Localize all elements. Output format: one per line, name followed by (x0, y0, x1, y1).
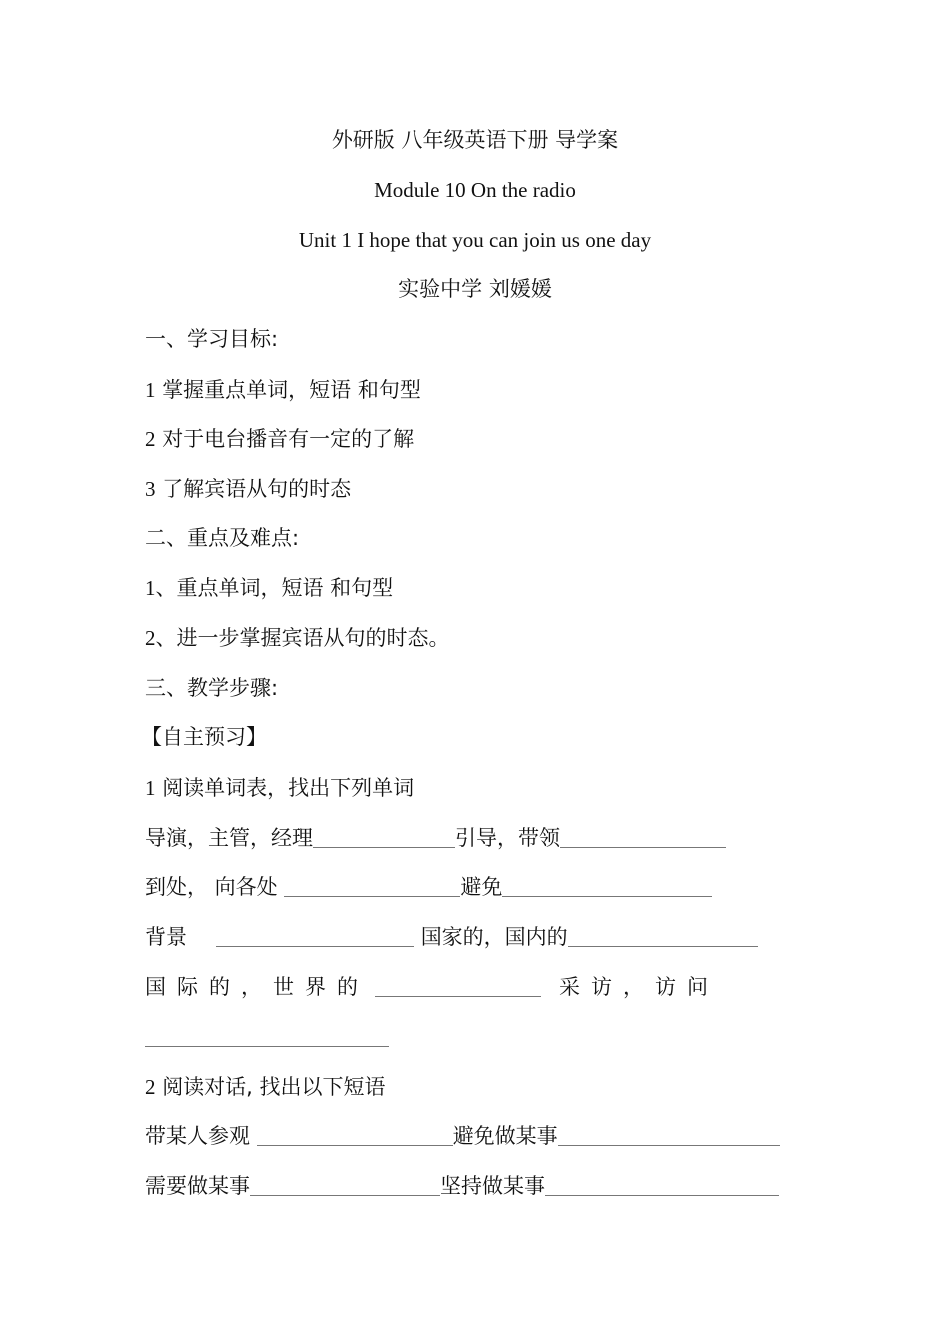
answer-blank[interactable] (250, 1175, 440, 1196)
key-point-text: 、进一步掌握宾语从句的时态。 (155, 626, 450, 650)
vocab-row-3 (145, 924, 758, 950)
answer-blank[interactable] (145, 1026, 389, 1047)
self-study-heading: 【自主预习】 (141, 725, 267, 749)
key-point-number: 2 (145, 626, 156, 650)
objective-item (145, 426, 414, 452)
vocab-prompt: 国际的，世界的 (145, 975, 369, 999)
task-number: 2 (145, 1075, 156, 1099)
steps-heading: 三、教学步骤: (145, 676, 279, 700)
unit-title: Unit 1 I hope that you can join us one day (298, 228, 652, 252)
answer-blank[interactable] (313, 827, 455, 848)
answer-blank[interactable] (545, 1175, 779, 1196)
key-point-number: 1 (145, 576, 156, 600)
phrase-prompt: 坚持做某事 (440, 1174, 545, 1198)
phrase-prompt: 带某人参观 (145, 1124, 250, 1148)
task-number: 1 (145, 776, 156, 800)
task-1-instruction (145, 775, 414, 801)
objective-text: 了解宾语从句的时态 (162, 477, 352, 501)
document-title: 外研版 八年级英语下册 导学案 (331, 128, 619, 152)
phrase-row-2 (145, 1173, 779, 1199)
vocab-row-4 (145, 974, 719, 1000)
objective-text: 掌握重点单词，短语 和句型 (162, 378, 421, 402)
objective-text: 对于电台播音有一定的了解 (162, 427, 415, 451)
answer-blank[interactable] (502, 876, 712, 897)
vocab-row-2 (145, 874, 712, 900)
vocab-prompt: 到处， 向各处 (145, 875, 278, 899)
objective-number: 3 (145, 477, 156, 501)
answer-blank[interactable] (568, 926, 758, 947)
objective-item (145, 476, 351, 502)
objective-number: 1 (145, 378, 156, 402)
key-point-item (145, 625, 450, 651)
vocab-prompt: 国家的，国内的 (420, 925, 568, 949)
phrase-prompt: 避免做某事 (452, 1124, 558, 1148)
answer-blank[interactable] (558, 1125, 780, 1146)
answer-blank[interactable] (375, 976, 541, 997)
objectives-heading: 一、学习目标: (145, 327, 279, 351)
answer-blank[interactable] (560, 827, 726, 848)
answer-blank[interactable] (257, 1125, 453, 1146)
task-text: 阅读对话, 找出以下短语 (162, 1075, 386, 1099)
key-points-heading: 二、重点及难点: (145, 526, 300, 550)
phrase-row-1 (145, 1123, 780, 1149)
task-text: 阅读单词表，找出下列单词 (162, 776, 415, 800)
key-point-item (145, 575, 393, 601)
module-title: Module 10 On the radio (374, 178, 576, 202)
vocab-prompt: 背景 (145, 925, 187, 949)
vocab-prompt: 引导，带领 (455, 826, 560, 850)
vocab-row-4-continued (145, 1024, 389, 1050)
task-2-instruction (145, 1074, 386, 1100)
phrase-prompt: 需要做某事 (145, 1174, 250, 1198)
vocab-prompt: 导演，主管，经理 (145, 826, 313, 850)
vocab-prompt: 采访，访问 (559, 975, 719, 999)
objective-number: 2 (145, 427, 156, 451)
vocab-prompt: 避免 (460, 875, 503, 899)
answer-blank[interactable] (216, 926, 414, 947)
vocab-row-1 (145, 825, 726, 851)
author-line: 实验中学 刘媛媛 (398, 277, 552, 301)
answer-blank[interactable] (284, 876, 460, 897)
objective-item (145, 377, 421, 403)
key-point-text: 、重点单词，短语 和句型 (155, 576, 394, 600)
